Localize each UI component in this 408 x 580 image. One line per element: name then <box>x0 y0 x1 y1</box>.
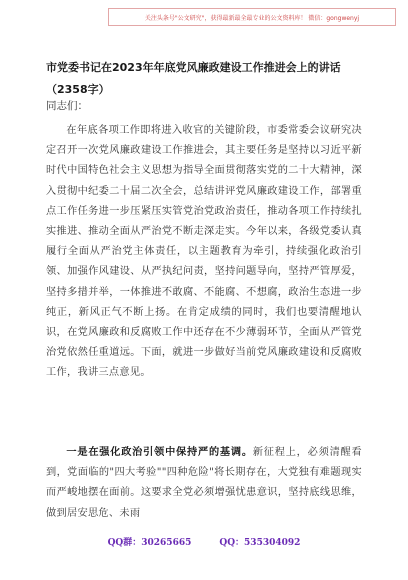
paragraph-intro: 在年底各项工作即将进入收官的关键阶段，市委常委会议研究决定召开一次党风廉政建设工作推进会，其主要任务是坚持以习近平新时代中国特色社会主义思想为指导全面贯彻落实党的二十大精神，深入贯彻中纪委二十届二次全会，总结讲评党风廉政建设工作，部署重点工作任务进一步压紧压实管党治党政治责任，推动各项工作持续扎实推进、推动全面从严治党不断走深走实。今年以来，各级党委认真履行全面从严治党主体责任，以主题教育为牵引，持续强化政治引领、加强作风建设、从严执纪问责，坚持问题导向，坚持严管厚爱，坚持多措并举，一体推进不敢腐、不能腐、不想腐，政治生态进一步纯正，新风正气不断上扬。在肯定成绩的同时，我们也要清醒地认识，在党风廉政和反腐败工作中还存在不少薄弱环节，全面从严管党治党依然任重道远。下面，就进一步做好当前党风廉政建设和反腐败工作，我讲三点意见。 <box>46 125 362 379</box>
footer-contacts <box>0 535 408 548</box>
document-title: 市党委书记在2023年年底党风廉政建设工作推进会上的讲话（2358字） <box>46 61 341 96</box>
paragraph-point-one <box>46 443 362 524</box>
greeting: 同志们： <box>46 100 88 112</box>
qq-number-text: QQ：535304092 <box>219 538 301 548</box>
qq-group-text: QQ群：30265665 <box>107 538 192 548</box>
header-banner: 关注头条号"公文研究"，获得最新最全最专业的公文资料库！ 微信：gongwenyj <box>108 8 396 26</box>
paragraph-lead: 一是在强化政治引领中保持严的基调。 <box>66 447 253 458</box>
paragraph-body: 新征程上，必须清醒看到，党面临的"四大考验""四种危险"将长期存在，大党独有难题现实而严峻地摆在面前。这要求全党必须增强忧患意识，坚持底线思维，做到居安思危、未雨 <box>46 447 362 519</box>
